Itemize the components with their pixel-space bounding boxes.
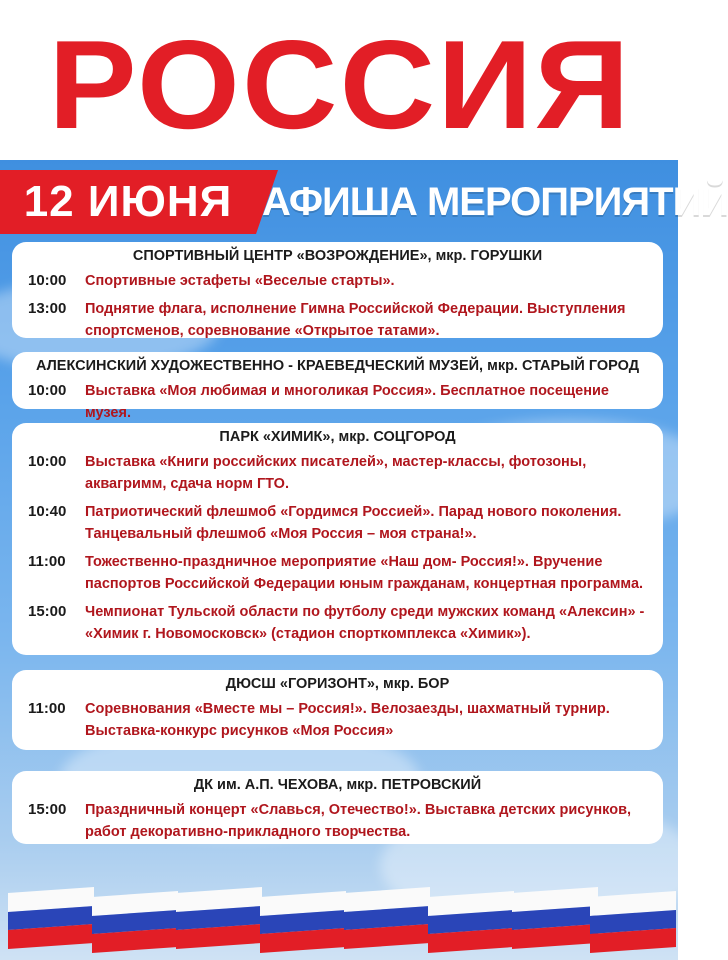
event-description: Праздничный концерт «Славься, Отечество!». Выставка детских рисунков, работ декоративно-прикладного творчества. [85, 802, 632, 840]
event-row [28, 270, 647, 292]
event-description: Патриотический флешмоб «Гордимся Россией». Парад нового поколения. Танцевальный флешмоб «Моя Россия – моя страна!». [85, 504, 622, 542]
flag-icon [92, 891, 178, 953]
venue-card [12, 423, 663, 655]
event-row [28, 380, 647, 424]
venue-name: АЛЕКСИНСКИЙ ХУДОЖЕСТВЕННО - КРАЕВЕДЧЕСКИЙ МУЗЕЙ, мкр. СТАРЫЙ ГОРОД [35, 358, 640, 374]
russian-flags-decoration [0, 890, 678, 960]
venue-card [12, 670, 663, 750]
date-banner [0, 170, 728, 234]
venue-card [12, 352, 663, 421]
poster-subtitle: АФИША МЕРОПРИЯТИЙ [262, 180, 728, 224]
venue-card [12, 771, 663, 844]
flag-icon [260, 891, 346, 953]
event-time: 15:00 [28, 801, 67, 818]
event-time: 11:00 [28, 553, 66, 570]
event-time: 11:00 [28, 700, 66, 717]
venue-name: ПАРК «ХИМИК», мкр. СОЦГОРОД [219, 429, 456, 445]
event-description: Соревнования «Вместе мы – Россия!». Велозаезды, шахматный турнир. Выставка-конкурс рисунков «Моя Россия» [85, 701, 610, 739]
flag-icon [428, 891, 514, 953]
header [0, 0, 678, 160]
event-description: Поднятие флага, исполнение Гимна Российской Федерации. Выступления спортсменов, соревнование «Открытое татами». [85, 301, 626, 339]
event-time: 10:00 [28, 272, 67, 289]
event-description: Тожественно-праздничное мероприятие «Наш дом- Россия!». Вручение паспортов Российской Федерации юным гражданам, концертная программа. [85, 554, 644, 592]
event-time: 10:00 [28, 453, 67, 470]
event-description: Выставка «Книги российских писателей», мастер-классы, фотозоны, аквагримм, сдача норм ГТО. [85, 454, 587, 492]
event-time: 13:00 [28, 300, 67, 317]
event-time: 10:40 [28, 503, 67, 520]
flag-icon [512, 887, 598, 949]
event-description: Выставка «Моя любимая и многоликая Россия». Бесплатное посещение музея. [85, 383, 609, 421]
flag-icon [344, 887, 430, 949]
poster-title: РОССИЯ [48, 14, 632, 155]
event-time: 10:00 [28, 382, 67, 399]
venue-card [12, 242, 663, 338]
event-description: Спортивные эстафеты «Веселые старты». [85, 273, 395, 289]
flag-icon [590, 891, 676, 953]
event-row [28, 451, 647, 495]
event-row [28, 551, 647, 595]
venue-name: ДК им. А.П. ЧЕХОВА, мкр. ПЕТРОВСКИЙ [193, 777, 482, 793]
event-time: 15:00 [28, 603, 67, 620]
flag-icon [8, 887, 94, 949]
event-date: 12 ИЮНЯ [0, 170, 256, 234]
event-row [28, 698, 647, 742]
event-description: Чемпионат Тульской области по футболу среди мужских команд «Алексин» - «Химик г. Новомосковск» (стадион спорткомплекса «Химик»). [85, 604, 645, 642]
event-row [28, 501, 647, 545]
flag-icon [176, 887, 262, 949]
event-row [28, 298, 647, 342]
venue-name: СПОРТИВНЫЙ ЦЕНТР «ВОЗРОЖДЕНИЕ», мкр. ГОРУШКИ [132, 248, 543, 264]
event-row [28, 799, 647, 843]
event-row [28, 601, 647, 645]
venue-name: ДЮСШ «ГОРИЗОНТ», мкр. БОР [225, 676, 450, 692]
